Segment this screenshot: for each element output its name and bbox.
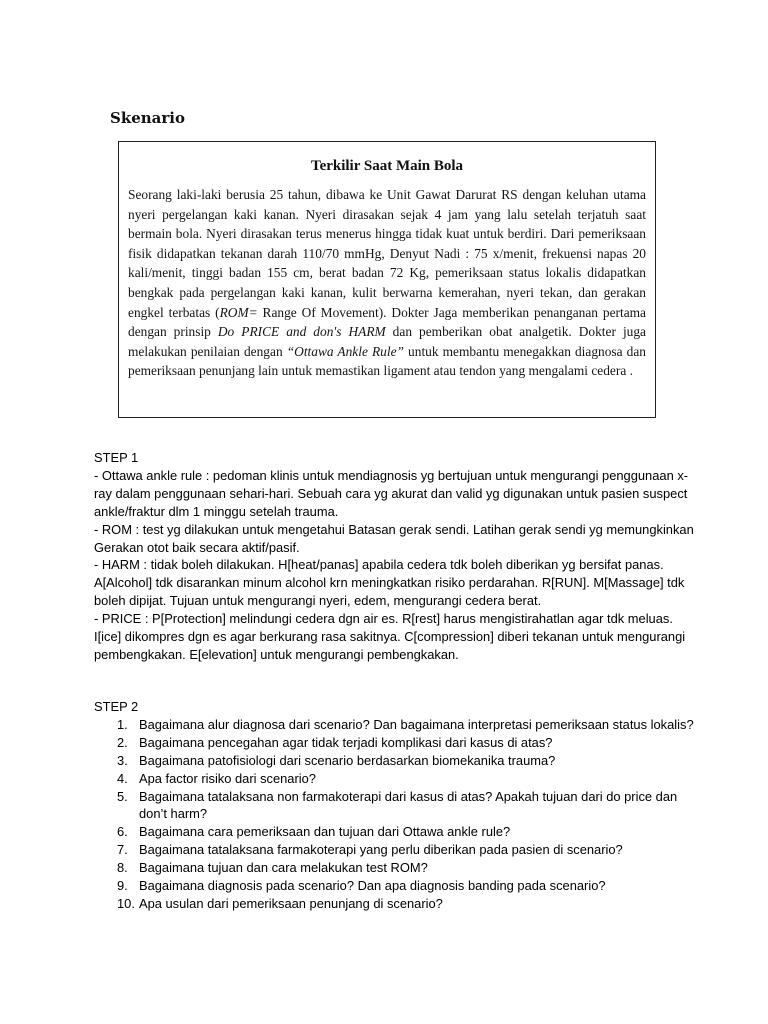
step1-item-price: - PRICE : P[Protection] melindungi cedera dgn air es. R[rest] harus mengistirahatlan agar tdk meluas. I[ice] dikompres dgn es agar berkurang rasa sakitnya. C[compression] diberi tekanan untuk mengurangi pembengkakan. E[elevation] untuk mengurangi pembengkakan. <box>94 611 686 662</box>
question-text: Bagaimana diagnosis pada scenario? Dan apa diagnosis banding pada scenario? <box>139 878 606 894</box>
question-text: Bagaimana tatalaksana non farmakoterapi dari kasus di atas? Apakah tujuan dari do price dan don’t harm? <box>139 788 678 822</box>
step1-item-harm: - HARM : tidak boleh dilakukan. H[heat/panas] apabila cedera tdk boleh diberikan yg bersifat panas. A[Alcohol] tdk disarankan minum alcohol krn meningkatkan risiko perdarahan. R[RUN]. M[Massage] tdk boleh dipijat. Tujuan untuk mengurangi nyeri, edem, mengurangi cedera berat. <box>94 557 685 609</box>
question-text: Apa usulan dari pemeriksaan penunjang di scenario? <box>139 895 443 911</box>
list-item <box>94 859 694 877</box>
scenario-box <box>118 141 656 418</box>
question-number: 2. <box>117 734 128 750</box>
question-list <box>94 716 694 913</box>
question-number: 1. <box>117 716 128 732</box>
question-text: Bagaimana pencegahan agar tidak terjadi komplikasi dari kasus di atas? <box>139 734 553 750</box>
step1-item-ottawa: - Ottawa ankle rule : pedoman klinis untuk mendiagnosis yg bertujuan untuk mengurangi penggunaan x-ray dalam penggunaan sehari-hari. Sebuah cara yg akurat dan valid yg digunakan untuk pasien suspect ankle/fraktur dlm 1 minggu setelah trauma. <box>94 467 689 519</box>
step2-title: STEP 2 <box>94 699 139 714</box>
scenario-text-part-4: untuk membantu menegakkan diagnosa dan pemeriksaan penunjang lain untuk memastikan ligament atau tendon yang mengalami cedera . <box>128 343 646 379</box>
list-item <box>94 877 694 895</box>
list-item <box>94 752 694 770</box>
question-text: Bagaimana tujuan dan cara melakukan test ROM? <box>139 860 428 876</box>
scenario-text <box>119 185 655 381</box>
list-item <box>94 895 694 913</box>
scenario-text-part-2: Range Of Movement). Dokter Jaga memberikan penanganan pertama dengan prinsip <box>128 304 646 340</box>
question-number: 7. <box>117 842 128 858</box>
question-number: 10. <box>117 895 135 911</box>
step1-section <box>94 449 694 664</box>
list-item <box>94 716 694 734</box>
question-text: Bagaimana cara pemeriksaan dan tujuan dari Ottawa ankle rule? <box>139 824 511 840</box>
question-number: 6. <box>117 824 128 840</box>
step1-item-rom: - ROM : test yg dilakukan untuk mengetahui Batasan gerak sendi. Latihan gerak sendi yg memungkinkan Gerakan otot baik secara aktif/pasif. <box>94 521 694 555</box>
list-item <box>94 788 694 824</box>
question-number: 3. <box>117 752 128 768</box>
question-text: Bagaimana patofisiologi dari scenario berdasarkan biomekanika trauma? <box>139 752 556 768</box>
question-number: 4. <box>117 770 128 786</box>
question-number: 5. <box>117 788 128 804</box>
scenario-title: Terkilir Saat Main Bola <box>310 158 464 174</box>
step2-section <box>94 698 694 913</box>
scenario-ottawa-italic: “Ottawa Ankle Rule” <box>286 343 404 359</box>
list-item <box>94 841 694 859</box>
list-item <box>94 823 694 841</box>
question-text: Bagaimana alur diagnosa dari scenario? Dan bagaimana interpretasi pemeriksaan status lokalis? <box>139 716 694 732</box>
scenario-text-part-1: Seorang laki-laki berusia 25 tahun, dibawa ke Unit Gawat Darurat RS dengan keluhan utama nyeri pergelangan kaki kanan. Nyeri dirasakan sejak 4 jam yang lalu setelah terjatuh saat bermain bola. Nyeri dirasakan terus menerus hingga tidak kuat untuk berdiri. Dari pemeriksaan fisik didapatkan tekanan darah 110/70 mmHg, Denyut Nadi : 75 x/menit, frekuensi napas 20 kali/menit, tinggi badan 155 cm, berat badan 72 Kg, pemeriksaan status lokalis didapatkan bengkak pada pergelangan kaki kanan, kulit berwarna kemerahan, nyeri tekan, dan gerakan engkel terbatas ( <box>128 187 646 320</box>
scenario-rom-italic: ROM= <box>219 304 258 320</box>
section-heading: Skenario <box>110 109 185 127</box>
question-number: 9. <box>117 878 128 894</box>
step1-title: STEP 1 <box>94 450 139 465</box>
scenario-price-italic: Do PRICE and don's HARM <box>217 324 386 340</box>
question-text: Bagaimana tatalaksana farmakoterapi yang perlu diberikan pada pasien di scenario? <box>139 842 623 858</box>
question-text: Apa factor risiko dari scenario? <box>139 770 316 786</box>
list-item <box>94 734 694 752</box>
question-number: 8. <box>117 860 128 876</box>
list-item <box>94 770 694 788</box>
scenario-text-part-3: dan pemberikan obat analgetik. Dokter juga melakukan penilaian dengan <box>128 324 646 359</box>
